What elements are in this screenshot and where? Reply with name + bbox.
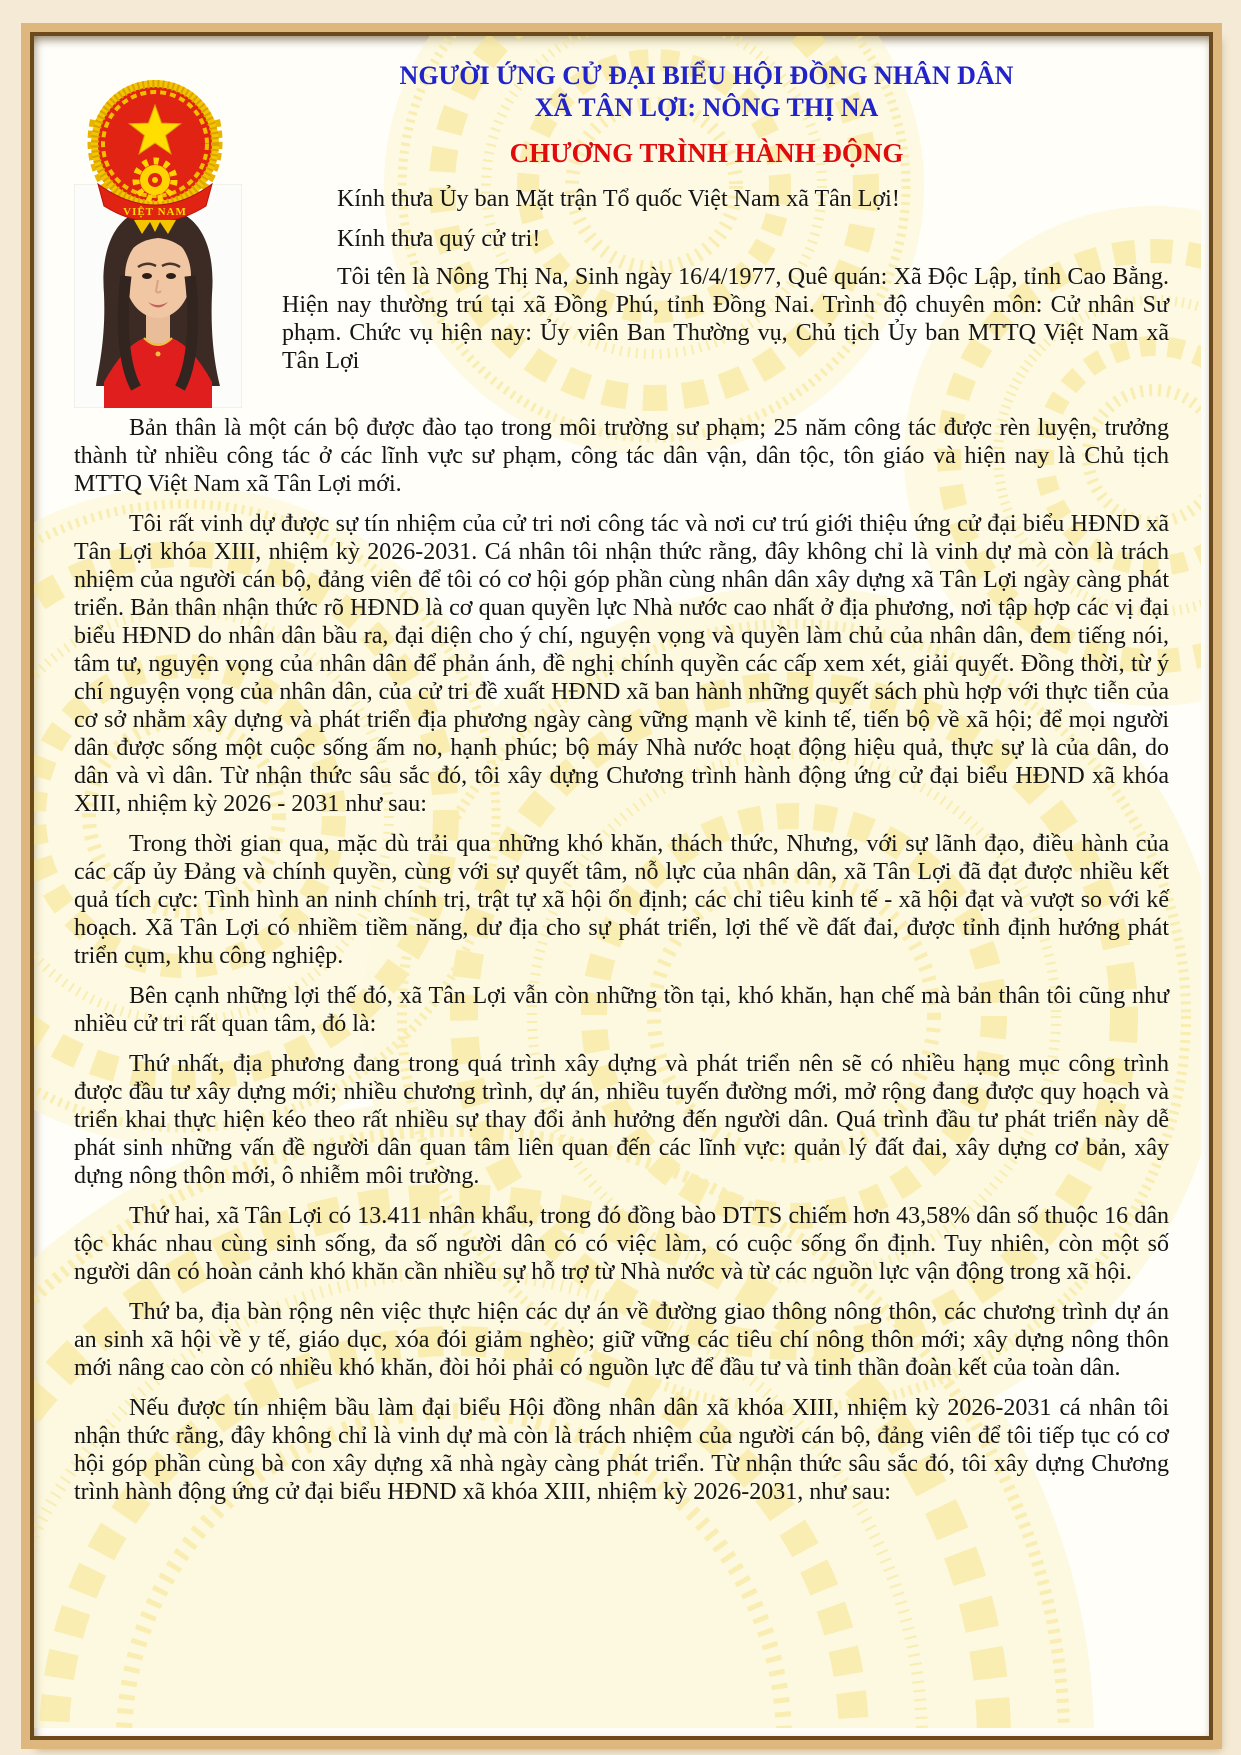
emblem-banner-text: VIỆT NAM <box>123 206 187 218</box>
body-paragraph: Thứ ba, địa bàn rộng nên việc thực hiện các dự án về đường giao thông nông thôn, các chương trình dự án an sinh xã hội về y tế, giáo dục, xóa đói giảm nghèo; giữ vững các tiêu chí nông thôn mới; xây dựng nông thôn mới nâng cao còn có nhiều khó khăn, đòi hỏi phải có nguồn lực để đầu tư và tinh thần đoàn kết của toàn dân. <box>74 1299 1169 1381</box>
body-paragraph: Bản thân là một cán bộ được đào tạo trong môi trường sư phạm; 25 năm công tác được rèn luyện, trưởng thành từ nhiều công tác ở các lĩnh vực sư phạm, công tác dân vận, dân tộc, tôn giáo và hiện nay là Chủ tịch MTTQ Việt Nam xã Tân Lợi mới. <box>74 415 1169 497</box>
greeting-line: Kính thưa Ủy ban Mặt trận Tổ quốc Việt Nam xã Tân Lợi! <box>337 186 900 212</box>
document-page <box>30 32 1213 1740</box>
program-title: CHƯƠNG TRÌNH HÀNH ĐỘNG <box>509 138 904 168</box>
document-header <box>244 60 1169 170</box>
body-paragraph: Trong thời gian qua, mặc dù trải qua những khó khăn, thách thức, Nhưng, với sự lãnh đạo, điều hành của các cấp ủy Đảng và chính quyền, cùng với sự quyết tâm, nỗ lực của nhân dân, xã Tân Lợi đã đạt được nhiều kết quả tích cực: Tình hình an ninh chính trị, trật tự xã hội ổn định; các chỉ tiêu kinh tế - xã hội đạt và vượt so với kế hoạch. Xã Tân Lợi có nhiềm tiềm năng, dư địa cho sự phát triển, lợi thế về đất đai, được tỉnh định hướng phát triển cụm, khu công nghiệp. <box>74 831 1169 969</box>
body-paragraph: Tôi rất vinh dự được sự tín nhiệm của cử tri nơi công tác và nơi cư trú giới thiệu ứng cử đại biểu HĐND xã Tân Lợi khóa XIII, nhiệm kỳ 2026-2031. Cá nhân tôi nhận thức rằng, đây không chỉ là vinh dự mà còn là trách nhiệm của người cán bộ, đảng viên để tôi có cơ hội góp phần cùng nhân dân xây dựng xã Tân Lợi ngày càng phát triển. Bản thân nhận thức rõ HĐND là cơ quan quyền lực Nhà nước cao nhất ở địa phương, nơi tập hợp các vị đại biểu HĐND do nhân dân bầu ra, đại diện cho ý chí, nguyện vọng và quyền làm chủ của nhân dân, đem tiếng nói, tâm tư, nguyện vọng của nhân dân để phản ánh, đề nghị chính quyền các cấp xem xét, giải quyết. Đồng thời, từ ý chí nguyện vọng của nhân dân, của cử tri đề xuất HĐND xã ban hành những quyết sách phù hợp với thực tiễn của cơ sở nhằm xây dựng và phát triển địa phương ngày càng vững mạnh về kinh tế, tiến bộ về xã hội; để mọi người dân được sống một cuộc sống ấm no, hạnh phúc; bộ máy Nhà nước hoạt động hiệu quả, thực sự là của dân, do dân và vì dân. Từ nhận thức sâu sắc đó, tôi xây dựng Chương trình hành động ứng cử đại biểu HĐND xã khóa XIII, nhiệm kỳ 2026 - 2031 như sau: <box>74 511 1169 817</box>
body-paragraph: Thứ hai, xã Tân Lợi có 13.411 nhân khẩu, trong đó đồng bào DTTS chiếm hơn 43,58% dân số thuộc 16 dân tộc khác nhau cùng sinh sống, đa số người dân có có việc làm, có cuộc sống ổn định. Tuy nhiên, còn một số người dân có hoàn cảnh khó khăn cần nhiều sự hỗ trợ từ Nhà nước và từ các nguồn lực vận động trong xã hội. <box>74 1203 1169 1285</box>
vietnam-national-emblem <box>84 74 226 234</box>
candidate-heading-line2: XÃ TÂN LỢI: NÔNG THỊ NA <box>534 93 879 122</box>
greeting-line: Kính thưa quý cử tri! <box>337 226 541 252</box>
intro-paragraph: Tôi tên là Nông Thị Na, Sinh ngày 16/4/1977, Quê quán: Xã Độc Lập, tỉnh Cao Bằng. Hiện nay thường trú tại xã Đồng Phú, tỉnh Đồng Nai. Trình độ chuyên môn: Cử nhân Sư phạm. Chức vụ hiện nay: Ủy viên Ban Thường vụ, Chủ tịch Ủy ban MTTQ Việt Nam xã Tân Lợi <box>282 264 1169 374</box>
body-paragraph: Nếu được tín nhiệm bầu làm đại biểu Hội đồng nhân dân xã khóa XIII, nhiệm kỳ 2026-2031 cá nhân tôi nhận thức rằng, đây không chỉ là vinh dự mà còn là trách nhiệm của người cán bộ, đảng viên để tôi tiếp tục có cơ hội góp phần cùng bà con xây dựng xã nhà ngày càng phát triển. Từ nhận thức sâu sắc đó, tôi xây dựng Chương trình hành động ứng cử đại biểu HĐND xã khóa XIII, nhiệm kỳ 2026-2031, như sau: <box>74 1395 1169 1505</box>
body-paragraph: Thứ nhất, địa phương đang trong quá trình xây dựng và phát triển nên sẽ có nhiều hạng mục công trình được đầu tư xây dựng mới; nhiều chương trình, dự án, nhiều tuyến đường mới, mở rộng đang được quy hoạch và triển khai thực hiện kéo theo rất nhiều sự thay đổi ảnh hưởng đến người dân. Quá trình đầu tư phát triển này dễ phát sinh những vấn đề người dân quan tâm liên quan đến các lĩnh vực: quản lý đất đai, xây dựng cơ bản, xây dựng nông thôn mới, ô nhiễm môi trường. <box>74 1051 1169 1189</box>
body-paragraph: Bên cạnh những lợi thế đó, xã Tân Lợi vẫn còn những tồn tại, khó khăn, hạn chế mà bản thân tôi cũng như nhiều cử tri rất quan tâm, đó là: <box>74 983 1169 1037</box>
banner-tails <box>134 220 176 234</box>
candidate-heading-line1: NGƯỜI ỨNG CỬ ĐẠI BIỂU HỘI ĐỒNG NHÂN DÂN <box>399 61 1014 90</box>
